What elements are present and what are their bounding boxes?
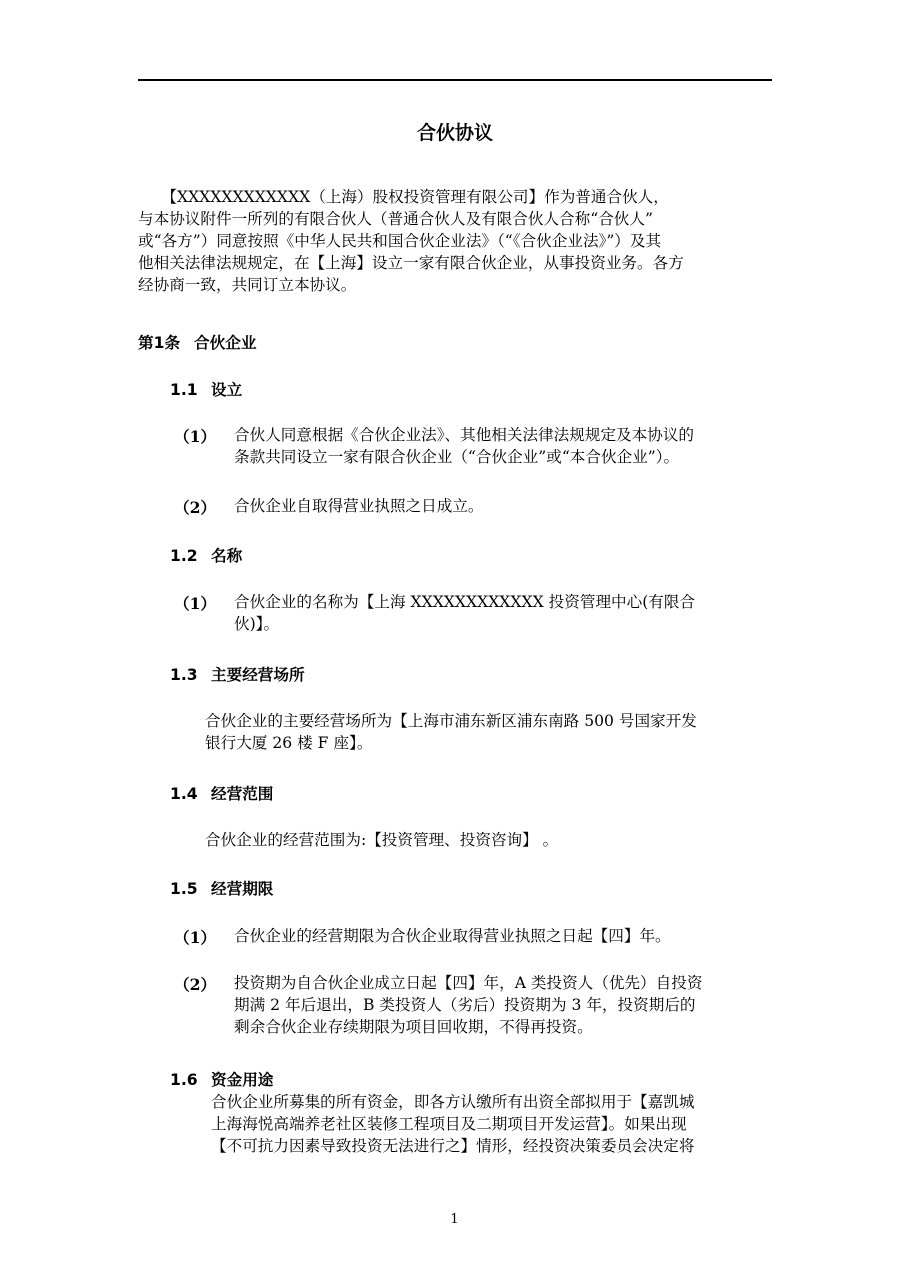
item-text <box>234 495 484 517</box>
preamble <box>138 186 684 296</box>
text-line: 上海海悦高端养老社区装修工程项目及二期项目开发运营】。如果出现 <box>211 1115 687 1133</box>
article-heading <box>138 331 256 353</box>
section-text <box>205 710 697 754</box>
item-number: （1） <box>174 928 217 947</box>
item-number: （2） <box>174 498 217 517</box>
preamble-line: 与本协议附件一所列的有限合伙人（普通合伙人及有限合伙人合称“合伙人” <box>138 210 653 228</box>
page-number: 1 <box>450 1212 459 1227</box>
document-title: 合伙协议 <box>416 122 493 144</box>
section-number: 1.6 <box>170 1071 198 1089</box>
preamble-line: 他相关法律法规规定，在【上海】设立一家有限合伙企业，从事投资业务。各方 <box>138 254 684 272</box>
section-heading <box>170 782 273 804</box>
text-line: 【不可抗力因素导致投资无法进行之】情形，经投资决策委员会决定将 <box>211 1137 695 1155</box>
item-line: 条款共同设立一家有限合伙企业（“合伙企业”或“本合伙企业”）。 <box>234 448 680 466</box>
section-heading <box>170 663 305 685</box>
item-line: 伙)】。 <box>234 615 280 633</box>
item-line: 剩余合伙企业存续期限为项目回收期，不得再投资。 <box>234 1018 593 1036</box>
article-label: 第1条 <box>138 334 181 352</box>
preamble-line: 或“各方”）同意按照《中华人民共和国合伙企业法》（“《合伙企业法》”）及其 <box>138 232 662 250</box>
item-line: 合伙人同意根据《合伙企业法》、其他相关法律法规规定及本协议的 <box>234 426 695 444</box>
section-number: 1.4 <box>170 785 198 803</box>
section-title: 经营范围 <box>211 785 274 803</box>
item-number: （1） <box>174 594 217 613</box>
item-text <box>234 925 671 947</box>
section-text: 合伙企业的经营范围为:【投资管理、投资咨询】 。 <box>205 831 559 849</box>
item-line: 合伙企业自取得营业执照之日成立。 <box>234 497 484 515</box>
article-title: 合伙企业 <box>194 334 257 352</box>
section-title: 主要经营场所 <box>211 666 305 684</box>
item-text <box>234 591 695 635</box>
section-text <box>211 1091 694 1157</box>
section-number: 1.2 <box>170 547 198 565</box>
item-number: （2） <box>174 975 217 994</box>
item-text <box>234 972 702 1038</box>
preamble-line: 经协商一致，共同订立本协议。 <box>138 276 357 294</box>
section-title: 名称 <box>211 547 243 565</box>
item-line: 投资期为自合伙企业成立日起【四】年，A 类投资人（优先）自投资 <box>234 974 703 992</box>
section-heading <box>170 877 273 899</box>
section-title: 资金用途 <box>211 1071 274 1089</box>
header-rule <box>138 79 772 81</box>
text-line: 银行大厦 26 楼 F 座】。 <box>205 734 373 752</box>
item-number: （1） <box>174 427 217 446</box>
item-text <box>234 424 694 468</box>
item-line: 合伙企业的经营期限为合伙企业取得营业执照之日起【四】年。 <box>234 927 671 945</box>
item-line: 期满 2 年后退出，B 类投资人（劣后）投资期为 3 年，投资期后的 <box>234 996 696 1014</box>
section-title: 经营期限 <box>211 880 274 898</box>
text-line: 合伙企业的主要经营场所为【上海市浦东新区浦东南路 500 号国家开发 <box>205 712 697 730</box>
section-number: 1.3 <box>170 666 198 684</box>
section-heading <box>170 1068 273 1090</box>
section-number: 1.1 <box>170 381 198 399</box>
item-line: 合伙企业的名称为【上海 XXXXXXXXXXXX 投资管理中心(有限合 <box>234 593 696 611</box>
section-title: 设立 <box>211 381 243 399</box>
text-line: 合伙企业所募集的所有资金，即各方认缴所有出资全部拟用于【嘉凯城 <box>211 1093 695 1111</box>
preamble-line: 【XXXXXXXXXXXX（上海）股权投资管理有限公司】作为普通合伙人， <box>138 188 669 206</box>
section-number: 1.5 <box>170 880 198 898</box>
section-heading <box>170 544 242 566</box>
section-heading <box>170 378 242 400</box>
